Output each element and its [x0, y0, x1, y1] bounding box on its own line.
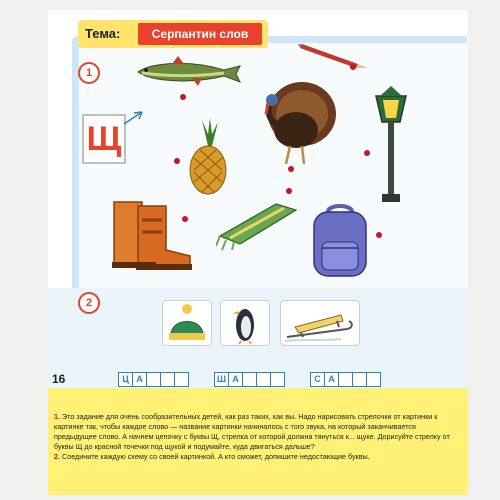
section-1-number: 1: [78, 62, 100, 84]
instruction-item-2: [54, 452, 450, 462]
red-dot[interactable]: [180, 94, 186, 100]
word-cell[interactable]: [256, 372, 270, 387]
exercise-area: [48, 10, 468, 388]
word-cell[interactable]: С: [310, 372, 324, 387]
instruction-1-number: 1.: [54, 412, 60, 421]
word-cell[interactable]: [352, 372, 366, 387]
topic-header: [78, 20, 268, 48]
word-scheme-3[interactable]: [310, 372, 381, 387]
letter-shch-box: Щ: [82, 114, 126, 164]
pencil-icon: [298, 40, 370, 70]
pineapple-icon: [186, 116, 230, 196]
red-dot[interactable]: [174, 158, 180, 164]
turkey-icon: [252, 80, 338, 168]
instructions-text: [54, 412, 450, 462]
word-cell[interactable]: [366, 372, 381, 387]
word-cell[interactable]: [270, 372, 285, 387]
instruction-2-text: Соедините каждую схему со своей картинкой. А кто сможет, допишите недостающие буквы.: [62, 452, 370, 461]
word-cell[interactable]: А: [324, 372, 338, 387]
backpack-icon: [306, 202, 374, 282]
word-cell[interactable]: [160, 372, 174, 387]
red-dot[interactable]: [364, 150, 370, 156]
instruction-1-text: Это задание для очень сообразительных детей, как раз таких, как вы. Надо нарисовать стрелочки от картинки к картинке так, чтобы каждое слово — название картинки начиналось с того звука, на который заканчивается предыдущее слово. А начнем цепочку с буквы Щ, стрелка от которой должна тянуться к... щуке. Дорисуйте стрелку от буквы Щ до красной точечки под щукой и подумайте, куда двигаться дальше?: [54, 412, 450, 451]
section-2-number: 2: [78, 292, 100, 314]
instruction-2-number: 2.: [54, 452, 60, 461]
topic-label: Тема:: [85, 26, 121, 41]
penguin-icon: [221, 301, 269, 345]
red-dot[interactable]: [286, 188, 292, 194]
instruction-item-1: [54, 412, 450, 452]
knit-hat-icon: [163, 301, 211, 345]
hat-card[interactable]: [162, 300, 212, 346]
word-cell[interactable]: Ц: [118, 372, 132, 387]
penguin-card[interactable]: [220, 300, 270, 346]
workbook-page: [48, 10, 468, 495]
word-cell[interactable]: Ш: [214, 372, 228, 387]
topic-title: Серпантин слов: [138, 23, 262, 45]
pike-fish-icon: [132, 54, 244, 90]
word-cell[interactable]: А: [228, 372, 242, 387]
boots-icon: [108, 196, 196, 272]
sled-icon: [281, 301, 359, 345]
word-cell[interactable]: [146, 372, 160, 387]
word-cell[interactable]: [242, 372, 256, 387]
word-scheme-2[interactable]: [214, 372, 285, 387]
arrow-icon: [122, 108, 150, 126]
word-scheme-1[interactable]: [118, 372, 189, 387]
scarf-icon: [216, 196, 300, 250]
word-cell[interactable]: А: [132, 372, 146, 387]
red-dot[interactable]: [350, 64, 356, 70]
red-dot[interactable]: [288, 166, 294, 172]
word-cell[interactable]: [174, 372, 189, 387]
instructions-panel: [48, 388, 468, 495]
page-number: 16: [52, 372, 66, 386]
red-dot[interactable]: [182, 216, 188, 222]
word-cell[interactable]: [338, 372, 352, 387]
sled-card[interactable]: [280, 300, 360, 346]
street-lamp-icon: [366, 82, 416, 206]
red-dot[interactable]: [376, 232, 382, 238]
